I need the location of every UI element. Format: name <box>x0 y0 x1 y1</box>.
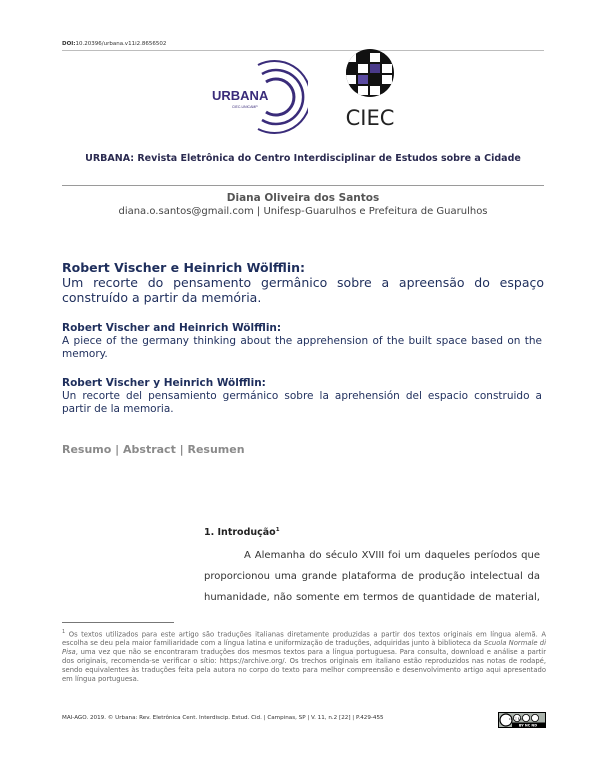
title-es-main: Robert Vischer y Heinrich Wölfflin: <box>62 377 266 389</box>
footnote-divider <box>62 622 174 623</box>
title-en-subtitle: A piece of the germany thinking about the apprehension of the built space based on the memory. <box>62 335 542 360</box>
urbana-logo-text: URBANA <box>212 88 269 103</box>
svg-text:cc ⓘ $ =: cc ⓘ $ = <box>509 717 524 721</box>
nc-icon <box>522 714 529 721</box>
section-heading: 1. Introdução$^1$ <box>204 527 280 539</box>
nd-icon <box>531 714 538 721</box>
doi-link[interactable]: 10.20396/urbana.v11i2.8656502 <box>75 41 167 47</box>
ciec-logo-grid <box>344 49 396 97</box>
header-divider <box>62 185 544 186</box>
doi-line: DOI:10.20396/urbana.v11i2.8656502 <box>62 41 167 47</box>
title-portuguese <box>62 260 544 305</box>
title-spanish <box>62 377 542 416</box>
author-affiliation: diana.o.santos@gmail.com | Unifesp-Guarulhos e Prefeitura de Guarulhos <box>118 206 488 217</box>
title-english <box>62 322 542 361</box>
body-paragraph <box>204 545 540 608</box>
urbana-logo-subtext: CIEC-UNICAMP <box>232 105 258 109</box>
cc-license-badge[interactable] <box>498 712 546 728</box>
svg-text:BY NC ND: BY NC ND <box>518 723 538 728</box>
abstract-heading: Resumo | Abstract | Resumen <box>62 443 245 456</box>
ciec-logo-text: CIEC <box>345 106 395 130</box>
title-es-subtitle: Un recorte del pensamiento germánico sobre la aprehensión del espacio construido a partir de la memoria. <box>62 390 542 415</box>
urbana-logo <box>210 60 308 134</box>
top-divider <box>62 50 544 51</box>
footnote-ref[interactable]: 1 <box>275 527 280 533</box>
body-line: humanidade, não somente em termos de quantidade de material, <box>204 592 540 603</box>
body-line: proporcionou uma grande plataforma de produção intelectual da <box>204 571 540 582</box>
title-pt-main: Robert Vischer e Heinrich Wölfflin: <box>62 260 306 275</box>
title-en-main: Robert Vischer and Heinrich Wölfflin: <box>62 322 282 334</box>
page-footer: MAI-AGO. 2019. © Urbana: Rev. Eletrônica Cent. Interdiscip. Estud. Cid. | Campinas, SP | V. 11, n.2 [22] | P.429-455 <box>62 715 384 721</box>
footnote: $^1$ Os textos utilizados para este artigo são traduções italianas diretamente produzidas a partir dos textos originais em língua alemã. A escolha se deu pela maior familiaridade com a língua latina e uniformização de traduções, adquiridas junto à biblioteca da Scuola Normale di Pisa, uma vez que não se encontraram traduções dos mesmos textos para a língua portuguesa. Para consulta, download e análise a partir dos originais, recomenda-se verificar o sítio: https://archive.org/. Os trechos originais em italiano estão reproduzidos nas notas de rodapé, sendo equivalentes às traduções feita pela autora no corpo do texto para melhor compreensão e desenvolvimento artigo aqui apresentado em língua portuguesa. <box>62 629 546 684</box>
body-line: A Alemanha do século XVIII foi um daqueles períodos que <box>244 550 540 561</box>
journal-title: URBANA: Revista Eletrônica do Centro Interdisciplinar de Estudos sobre a Cidade <box>85 153 521 164</box>
ciec-logo <box>338 49 402 131</box>
author-name: Diana Oliveira dos Santos <box>226 192 380 204</box>
title-pt-subtitle: Um recorte do pensamento germânico sobre a apreensão do espaço construído a partir da memória. <box>62 275 544 305</box>
